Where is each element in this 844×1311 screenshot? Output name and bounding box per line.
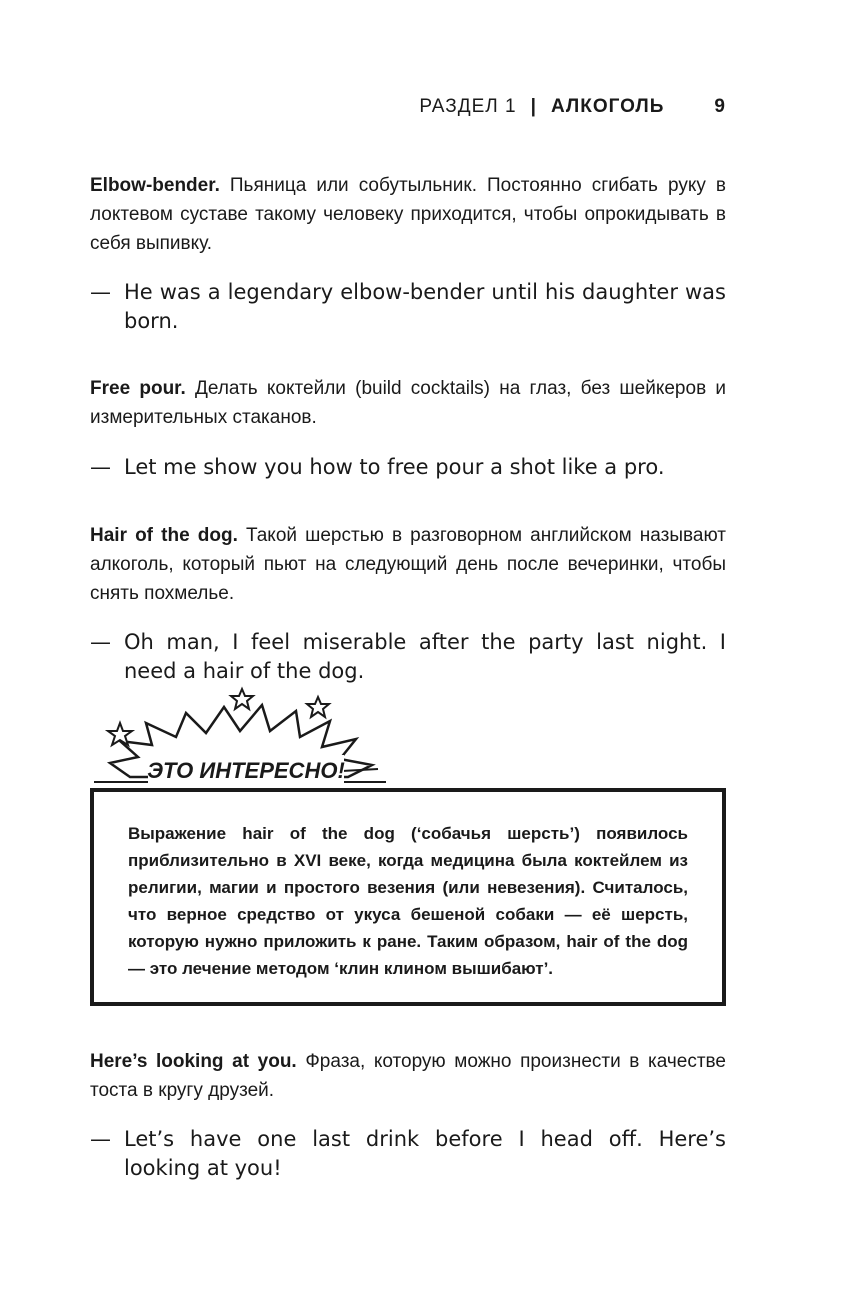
entry-heres-looking-at-you xyxy=(90,1047,726,1105)
banner-label: ЭТО ИНТЕРЕСНО! xyxy=(147,758,345,783)
interesting-burst-banner xyxy=(90,685,390,795)
star-icon xyxy=(231,689,253,709)
entry-definition: Пьяница или собутыльник. Постоянно сгибать руку в локтевом суставе такому человеку приходится, чтобы опрокидывать в себя выпивку. xyxy=(90,175,726,254)
did-you-know-box xyxy=(90,788,726,1006)
entry-definition: Делать коктейли (build cocktails) на глаз, без шейкеров и измерительных стаканов. xyxy=(90,378,726,428)
entry-definition: Фраза, которую можно произнести в качестве тоста в кругу друзей. xyxy=(90,1051,727,1101)
dash-mark: — xyxy=(90,1127,111,1151)
example-text: Let me show you how to free pour a shot like a pro. xyxy=(124,455,665,479)
entry-free-pour xyxy=(90,374,726,432)
star-icon xyxy=(307,697,329,717)
entry-term: Elbow-bender. xyxy=(90,175,220,196)
example-sentence xyxy=(90,628,726,686)
example-text: He was a legendary elbow-bender until his daughter was born. xyxy=(124,280,726,333)
dash-mark: — xyxy=(90,455,111,479)
example-text: Let’s have one last drink before I head off. Here’s looking at you! xyxy=(124,1127,726,1180)
entry-term: Here’s looking at you. xyxy=(90,1051,297,1072)
callout-text: Выражение hair of the dog (‘собачья шерсть’) появилось приблизительно в XVI веке, когда медицина была коктейлем из религии, магии и простого везения (или невезения). Считалось, что верное средство от укуса бешеной собаки — её шерсть, которую нужно приложить к ране. Таким образом, hair of the dog — это лечение методом ‘клин клином вышибают’. xyxy=(128,824,688,978)
entry-elbow-bender xyxy=(90,171,726,258)
entry-term: Hair of the dog. xyxy=(90,525,238,546)
page-header xyxy=(419,96,726,118)
example-sentence xyxy=(90,453,726,482)
entry-hair-of-the-dog xyxy=(90,521,726,608)
example-sentence xyxy=(90,278,726,336)
entry-term: Free pour. xyxy=(90,378,186,399)
header-separator: | xyxy=(530,96,537,117)
entry-definition: Такой шерстью в разговорном английском называют алкоголь, который пьют на следующий день после вечеринки, чтобы снять похмелье. xyxy=(90,525,727,604)
example-sentence xyxy=(90,1125,726,1183)
dash-mark: — xyxy=(90,630,111,654)
section-label: РАЗДЕЛ 1 xyxy=(419,96,517,117)
dash-mark: — xyxy=(90,280,111,304)
example-text: Oh man, I feel miserable after the party last night. I need a hair of the dog. xyxy=(124,630,726,683)
page-number: 9 xyxy=(714,96,726,117)
chapter-title: АЛКОГОЛЬ xyxy=(550,96,665,117)
